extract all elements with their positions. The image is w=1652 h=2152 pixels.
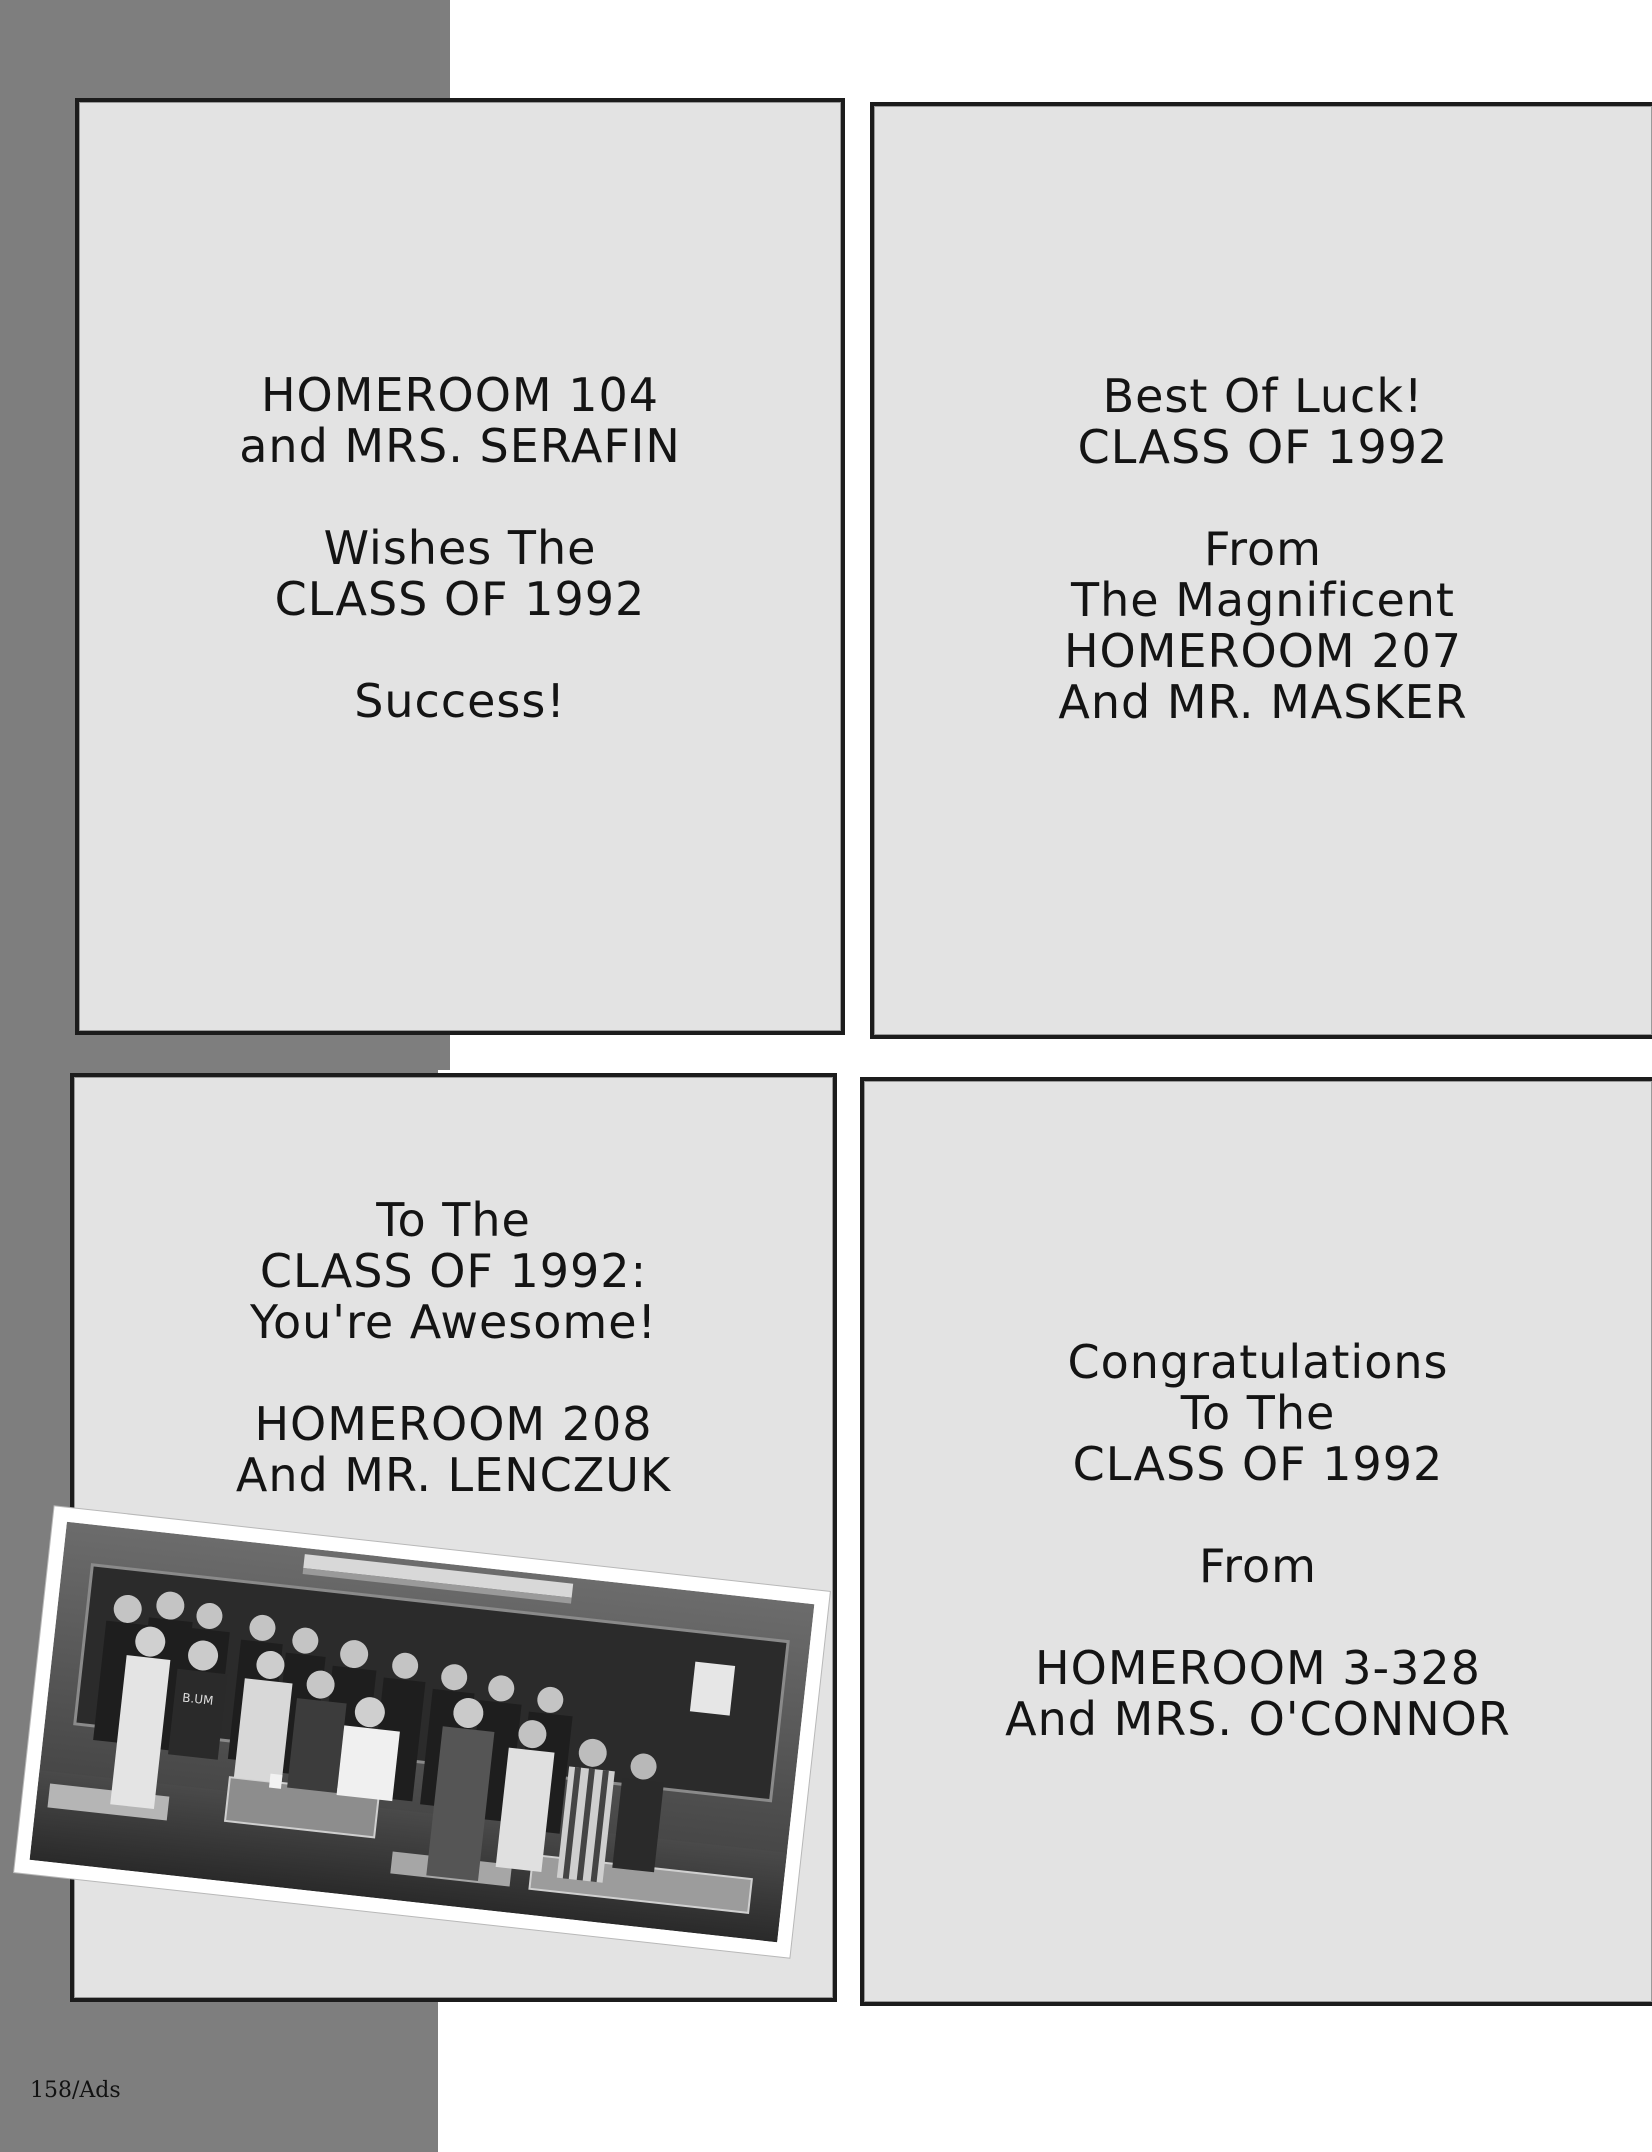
ad-text <box>864 1337 1652 1745</box>
page-number: 158/Ads <box>30 2078 121 2103</box>
ad-text <box>79 370 841 727</box>
ad-spacer <box>74 1348 833 1399</box>
ad-line: CLASS OF 1992: <box>259 1244 648 1298</box>
ad-line: From <box>1199 1539 1317 1593</box>
ad-text <box>874 371 1652 728</box>
ad-line: To The <box>1180 1386 1336 1440</box>
ad-line: The Magnificent <box>1071 573 1455 627</box>
ad-line: Wishes The <box>323 521 597 575</box>
class-photo-image <box>30 1522 815 1942</box>
ad-line: And MRS. O'CONNOR <box>1005 1692 1511 1746</box>
ad-panel-homeroom-207 <box>870 102 1652 1039</box>
ad-line: Best Of Luck! <box>1102 369 1424 423</box>
ad-spacer <box>864 1592 1652 1643</box>
ad-line: CLASS OF 1992 <box>1077 420 1449 474</box>
ad-line: CLASS OF 1992 <box>274 572 646 626</box>
ad-line: And MR. MASKER <box>1058 675 1468 729</box>
ad-spacer <box>874 473 1652 524</box>
ad-spacer <box>79 625 841 676</box>
ad-line: To The <box>376 1193 531 1247</box>
ad-line: And MR. LENCZUK <box>235 1448 672 1502</box>
ad-panel-homeroom-104 <box>75 98 845 1035</box>
ad-line: HOMEROOM 208 <box>254 1397 653 1451</box>
shirt-lettering: B.UM <box>181 1690 215 1708</box>
ad-line: HOMEROOM 104 <box>260 368 660 422</box>
ad-line: and MRS. SERAFIN <box>239 419 681 473</box>
ad-line: HOMEROOM 3-328 <box>1035 1641 1481 1695</box>
ad-line: You're Awesome! <box>250 1295 657 1349</box>
ad-panel-homeroom-3-328 <box>860 1077 1652 2006</box>
ad-line: From <box>1204 522 1322 576</box>
ad-line: HOMEROOM 207 <box>1063 624 1463 678</box>
ad-spacer <box>864 1490 1652 1541</box>
ad-line: CLASS OF 1992 <box>1072 1437 1444 1491</box>
ad-spacer <box>79 472 841 523</box>
ad-line: Success! <box>354 674 566 728</box>
ad-text <box>74 1195 833 1501</box>
ad-line: Congratulations <box>1067 1335 1449 1389</box>
